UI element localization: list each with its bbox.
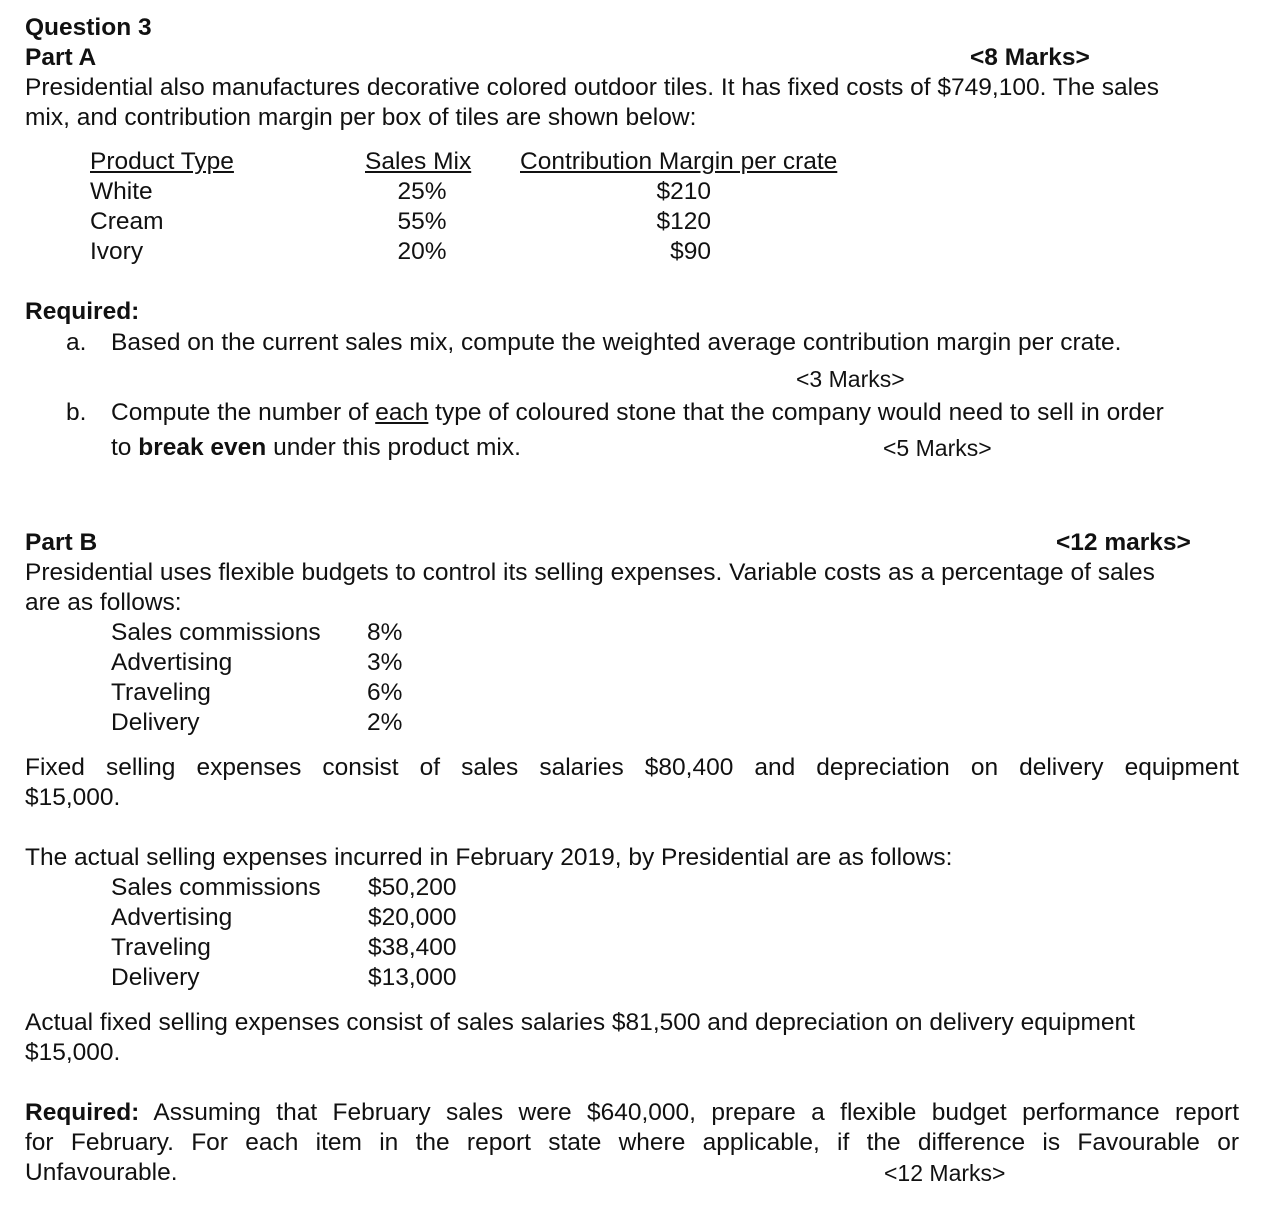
actual-cost-label: Traveling (111, 934, 211, 961)
part-b-intro-line2: are as follows: (25, 589, 182, 616)
variable-cost-rate: 2% (367, 709, 403, 736)
actual-cost-label: Delivery (111, 964, 200, 991)
actual-cost-label: Sales commissions (111, 874, 321, 901)
part-b-required-text1: Assuming that February sales were $640,000, prepare a flexible budget performance report (139, 1099, 1239, 1126)
item-b-text1: Compute the number of (111, 399, 376, 426)
variable-cost-rate: 3% (367, 649, 403, 676)
part-a-title: Part A (25, 44, 97, 71)
part-b-required-line1 (25, 1098, 1239, 1128)
item-b-line1 (111, 398, 1164, 428)
item-b-line2-post: under this product mix. (266, 434, 521, 461)
row-cm: $120 (656, 208, 711, 235)
part-a-intro-line1: Presidential also manufactures decorative colored outdoor tiles. It has fixed costs of $749,100. The sales (25, 74, 1159, 101)
header-sales-mix: Sales Mix (365, 148, 472, 175)
part-a-required-label: Required: (25, 298, 140, 325)
fixed-expenses-line1: Fixed selling expenses consist of sales salaries $80,400 and depreciation on delivery equipment (25, 754, 1239, 781)
item-b-text2: type of coloured stone that the company would need to sell in order (428, 399, 1164, 426)
row-sales-mix: 55% (397, 208, 447, 235)
variable-cost-label: Delivery (111, 709, 200, 736)
part-b-required-line2: for February. For each item in the report state where applicable, if the difference is Favourable or (25, 1129, 1239, 1156)
actual-fixed-line1: Actual fixed selling expenses consist of sales salaries $81,500 and depreciation on delivery equipment (25, 1009, 1135, 1036)
part-b-required-line3: Unfavourable. (25, 1159, 178, 1186)
actual-cost-amount: $50,200 (368, 874, 457, 901)
variable-cost-rate: 8% (367, 619, 403, 646)
part-b-title: Part B (25, 529, 98, 556)
row-product: White (90, 178, 153, 205)
row-cm: $210 (656, 178, 711, 205)
part-b-intro-line1: Presidential uses flexible budgets to control its selling expenses. Variable costs as a percentage of sales (25, 559, 1155, 586)
item-b-marker: b. (66, 399, 87, 426)
part-a-marks: <8 Marks> (970, 44, 1090, 71)
item-b-line2 (111, 433, 521, 463)
variable-cost-label: Traveling (111, 679, 211, 706)
row-sales-mix: 25% (397, 178, 447, 205)
row-sales-mix: 20% (397, 238, 447, 265)
row-product: Cream (90, 208, 164, 235)
actual-intro: The actual selling expenses incurred in February 2019, by Presidential are as follows: (25, 844, 953, 871)
item-b-each: each (375, 399, 429, 426)
row-product: Ivory (90, 238, 144, 265)
header-contribution-margin: Contribution Margin per crate (520, 148, 838, 175)
row-cm: $90 (670, 238, 711, 265)
part-a-intro-line2: mix, and contribution margin per box of tiles are shown below: (25, 104, 697, 131)
part-b-marks: <12 marks> (1056, 529, 1191, 556)
variable-cost-label: Advertising (111, 649, 233, 676)
actual-cost-amount: $20,000 (368, 904, 457, 931)
question-title: Question 3 (25, 14, 152, 41)
actual-fixed-line2: $15,000. (25, 1039, 121, 1066)
part-b-required-marks: <12 Marks> (884, 1160, 1006, 1186)
variable-cost-label: Sales commissions (111, 619, 321, 646)
actual-cost-amount: $38,400 (368, 934, 457, 961)
actual-cost-label: Advertising (111, 904, 233, 931)
item-b-break-even: break even (138, 434, 267, 461)
header-product-type: Product Type (90, 148, 234, 175)
item-b-line2-pre: to (111, 434, 139, 461)
variable-cost-rate: 6% (367, 679, 403, 706)
item-a-marks: <3 Marks> (796, 366, 905, 392)
part-b-required-label: Required: (25, 1099, 140, 1126)
item-b-marks: <5 Marks> (883, 435, 992, 461)
fixed-expenses-line2: $15,000. (25, 784, 121, 811)
actual-cost-amount: $13,000 (368, 964, 457, 991)
item-a-marker: a. (66, 329, 87, 356)
item-a-text: Based on the current sales mix, compute the weighted average contribution margin per crate. (111, 329, 1122, 356)
